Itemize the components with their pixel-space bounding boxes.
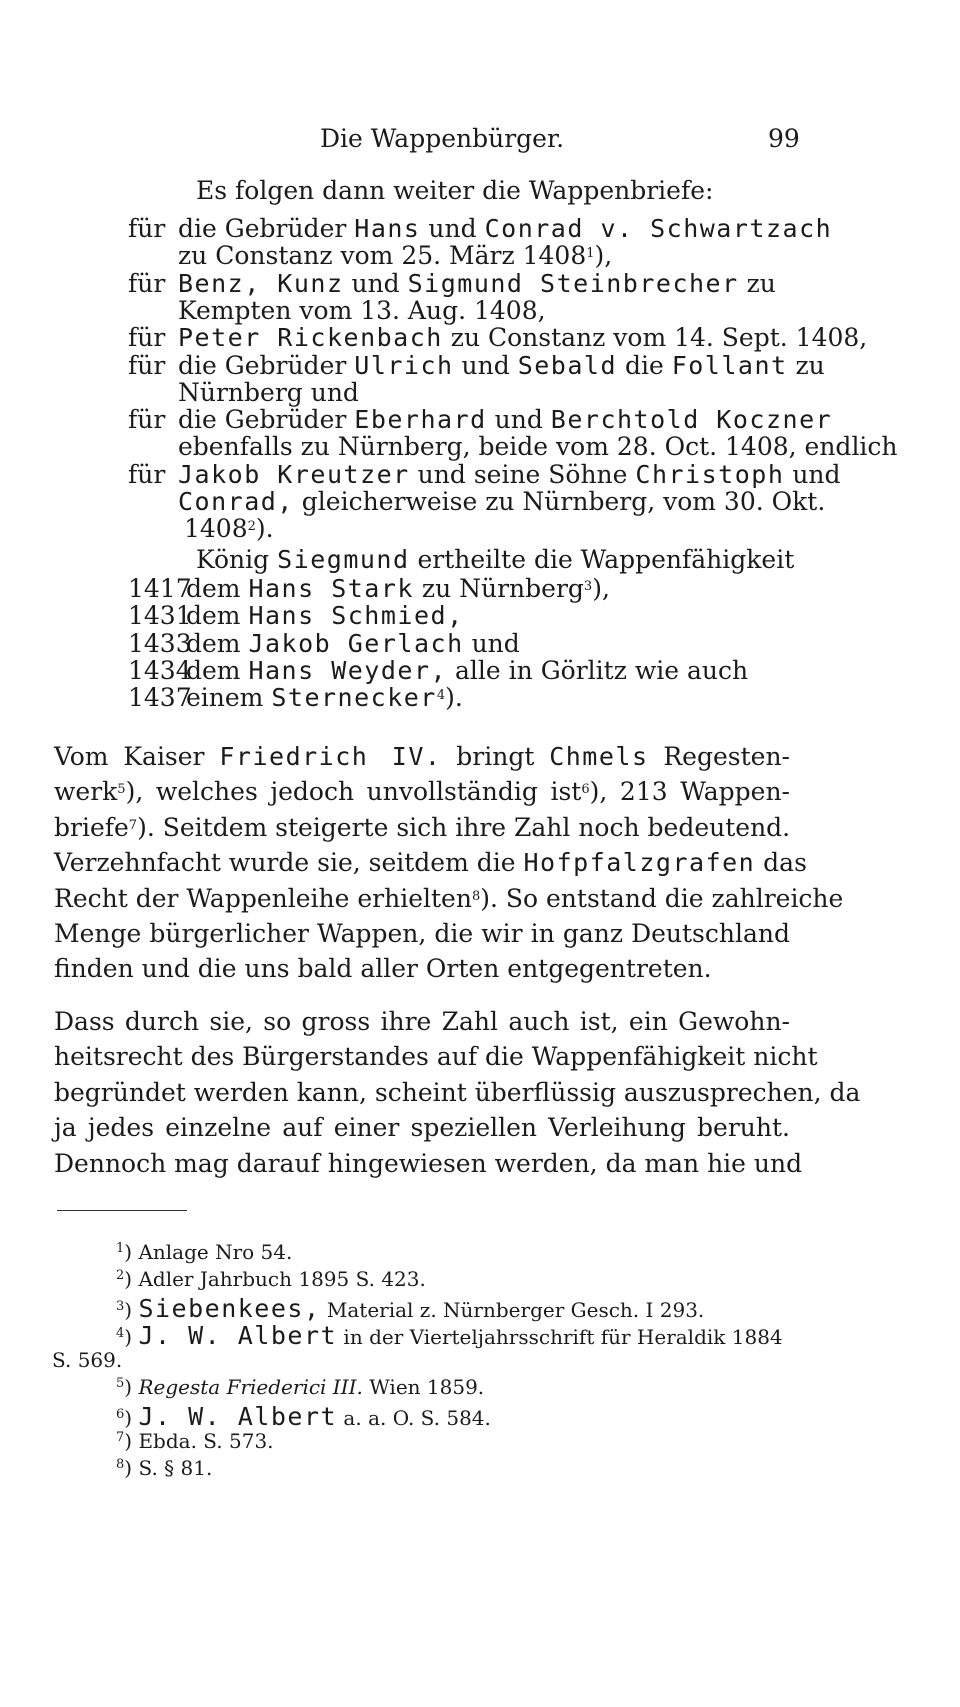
spaced-name: Follant	[671, 350, 788, 380]
spaced-name: Hans Schmied,	[248, 601, 464, 631]
year-text: ).	[445, 683, 463, 713]
footnote-number: 3	[116, 1299, 125, 1314]
list-entry	[184, 514, 274, 543]
list-intro: Es folgen dann weiter die Wappenbriefe:	[196, 176, 714, 205]
footnote-ref: 8	[471, 888, 481, 904]
footnote-title: Regesta Friederici III.	[138, 1375, 363, 1399]
list-text: ).	[255, 514, 274, 544]
year-entry	[186, 601, 464, 630]
footnote	[116, 1294, 704, 1323]
list-text: die Gebrüder	[178, 350, 355, 380]
spaced-name: Ulrich	[354, 350, 454, 380]
list-prefix: für	[128, 323, 166, 353]
spaced-name: Sigmund Steinbrecher	[407, 268, 739, 298]
list-text: gleicherweise zu Nürnberg, vom 30. Okt.	[293, 487, 826, 516]
list-text: zu Constanz vom 25. März 1408	[178, 241, 587, 271]
list-entry	[178, 487, 825, 516]
footnote-number: 7	[116, 1430, 125, 1445]
year-text: und	[463, 628, 520, 658]
text-line	[54, 845, 807, 880]
text-line: Dass durch sie, so gross ihre Zahl auch ist, ein Gewohn-	[54, 1007, 790, 1036]
footnote-rule	[57, 1210, 187, 1211]
year-text: dem	[186, 601, 249, 631]
footnote-paren: )	[124, 1429, 139, 1453]
footnote-text: Ebda. S. 573.	[138, 1429, 274, 1453]
spaced-name: Eberhard	[354, 405, 487, 435]
text-run: werk	[54, 777, 118, 807]
list-entry	[178, 269, 776, 298]
year-text: dem	[186, 655, 249, 685]
text-run: ). So entstand die zahlreiche	[480, 883, 844, 913]
sigmund-line	[196, 545, 794, 574]
text-run: Regesten-	[648, 742, 790, 771]
footnote-text: Wien 1859.	[362, 1375, 485, 1399]
year-text: dem	[186, 628, 249, 658]
year-text: alle in Görlitz wie auch	[447, 655, 749, 685]
list-text: die Gebrüder	[178, 405, 355, 435]
list-text: 1408	[184, 514, 248, 544]
footnote-paren: )	[124, 1298, 139, 1322]
footnote-author: Siebenkees,	[138, 1294, 321, 1323]
spaced-name: Jakob Gerlach	[248, 628, 464, 658]
footnote	[116, 1429, 274, 1453]
spaced-name: Berchtold Koczner	[550, 405, 833, 435]
year-entry	[186, 683, 463, 712]
spaced-name: Christoph	[635, 459, 785, 489]
footnote-number: 1	[116, 1241, 125, 1256]
year-entry	[186, 574, 610, 603]
text-run: bringt	[441, 742, 550, 771]
footnote-ref: 3	[583, 579, 593, 594]
footnote-paren: )	[124, 1406, 139, 1430]
list-text: und	[453, 350, 518, 380]
footnote-number: 5	[116, 1376, 125, 1391]
text-line	[54, 916, 790, 951]
spaced-name: Chmels	[549, 742, 649, 771]
list-entry	[178, 351, 825, 380]
text-run: ), 213 Wappen-	[589, 777, 791, 807]
year-text: einem	[186, 683, 272, 713]
list-entry	[178, 323, 867, 352]
text-run: Verzehnfacht wurde sie, seitdem die	[54, 848, 524, 878]
footnote-ref: 6	[581, 782, 590, 798]
list-text: und seine Söhne	[409, 459, 636, 489]
year-label: 1437	[128, 683, 192, 713]
footnote-ref: 7	[128, 817, 138, 833]
text-run: Vom Kaiser	[54, 742, 220, 771]
list-prefix: für	[128, 405, 166, 435]
footnote-text: Adler Jahrbuch 1895 S. 423.	[138, 1267, 426, 1291]
footnote-paren: )	[124, 1375, 139, 1399]
list-text: ),	[594, 241, 613, 271]
year-label: 1431	[128, 601, 192, 631]
footnote-text: in der Vierteljahrsschrift für Heraldik 1884	[337, 1325, 783, 1349]
list-entry	[178, 432, 898, 461]
spaced-name: Conrad,	[178, 487, 294, 516]
spaced-name: Hans Stark	[248, 574, 414, 603]
list-prefix: für	[128, 459, 166, 489]
text-line	[54, 774, 790, 809]
year-label: 1434	[128, 655, 192, 685]
footnote	[116, 1375, 484, 1399]
page-number: 99	[768, 124, 800, 153]
footnote-ref: 5	[117, 782, 126, 798]
footnote-ref: 2	[247, 519, 256, 535]
footnote	[116, 1402, 491, 1431]
footnote-text: Material z. Nürnberger Gesch. I 293.	[320, 1298, 705, 1322]
footnote	[116, 1321, 783, 1350]
running-header-title: Die Wappenbürger.	[320, 124, 565, 153]
spaced-name: Hans	[354, 214, 421, 243]
year-text: zu Nürnberg	[413, 574, 584, 603]
text-run: briefe	[54, 812, 129, 842]
text-line: begründet werden kann, scheint überflüssig auszusprechen, da	[54, 1077, 861, 1107]
list-entry	[178, 241, 612, 270]
list-text: zu	[738, 268, 776, 298]
list-prefix: für	[128, 214, 166, 243]
year-label: 1417	[128, 574, 192, 603]
year-entry	[186, 656, 748, 685]
spaced-name: Jakob Kreutzer	[178, 459, 410, 489]
footnote-paren: )	[124, 1325, 139, 1349]
spaced-name: Friedrich IV.	[219, 742, 442, 771]
list-entry	[178, 378, 359, 407]
text-run: ), welches jedoch unvollständig ist	[125, 777, 582, 807]
footnote-number: 8	[116, 1457, 125, 1472]
list-prefix: für	[128, 268, 166, 298]
paragraph-2	[54, 1004, 861, 1181]
sigmund-intro: König	[196, 545, 278, 574]
year-text: ),	[592, 574, 610, 603]
text-line: Dennoch mag darauf hingewiesen werden, da man hie und	[54, 1148, 803, 1178]
text-run: Menge bürgerlicher Wappen, die wir in ganz Deutschland	[54, 918, 790, 948]
spaced-name: Conrad v. Schwartzach	[484, 214, 833, 243]
footnote-paren: )	[124, 1267, 139, 1291]
text-run: ). Seitdem steigerte sich ihre Zahl noch bedeutend.	[137, 812, 791, 842]
sigmund-name: Siegmund	[277, 545, 410, 574]
list-text: und	[784, 459, 841, 489]
list-text: und	[420, 214, 485, 243]
footnote	[116, 1267, 426, 1291]
list-text: die	[617, 350, 672, 380]
list-entry	[178, 460, 841, 489]
text-line: heitsrecht des Bürgerstandes auf die Wappenfähigkeit nicht	[54, 1042, 818, 1072]
year-text: dem	[186, 574, 249, 603]
spaced-name: Hofpfalzgrafen	[523, 848, 756, 878]
footnote-number: 4	[116, 1326, 125, 1341]
paragraph-1	[54, 739, 844, 987]
footnote-number: 6	[116, 1407, 125, 1422]
footnote	[116, 1240, 292, 1264]
list-text: Kempten vom 13. Aug. 1408,	[178, 295, 546, 325]
footnote-ref: 4	[436, 688, 446, 704]
list-text: und	[343, 268, 408, 298]
footnote-number: 2	[116, 1268, 125, 1283]
text-line	[54, 810, 790, 845]
footnote-paren: )	[124, 1240, 139, 1264]
text-run: das	[755, 848, 807, 878]
spaced-name: Peter Rickenbach	[178, 323, 443, 353]
footnote-ref: 1	[586, 246, 595, 262]
footnote-author: J. W. Albert	[138, 1402, 338, 1431]
list-text: Nürnberg und	[178, 377, 359, 407]
text-line	[54, 951, 790, 986]
list-text: und	[486, 405, 551, 435]
list-text: die Gebrüder	[178, 214, 355, 243]
footnote-text: Anlage Nro 54.	[138, 1240, 293, 1264]
list-entry	[178, 214, 832, 243]
sigmund-rest: ertheilte die Wappenfähigkeit	[409, 545, 795, 574]
list-entry	[178, 405, 832, 434]
footnote-text: a. a. O. S. 584.	[337, 1406, 491, 1430]
spaced-name: Sternecker	[271, 683, 437, 713]
footnote-author: J. W. Albert	[138, 1321, 338, 1350]
spaced-name: Hans Weyder,	[248, 655, 448, 685]
spaced-name: Benz, Kunz	[178, 268, 344, 298]
text-line	[54, 739, 790, 774]
list-prefix: für	[128, 350, 166, 380]
year-entry	[186, 629, 520, 658]
list-text: zu	[787, 350, 825, 380]
footnote	[116, 1456, 212, 1480]
year-label: 1433	[128, 628, 192, 658]
spaced-name: Sebald	[517, 350, 617, 380]
list-text: zu Constanz vom 14. Sept. 1408,	[442, 323, 868, 353]
list-text: ebenfalls zu Nürnberg, beide vom 28. Oct. 1408, endlich	[178, 432, 898, 462]
text-run: finden und die uns bald aller Orten entgegentreten.	[54, 954, 712, 984]
text-run: Recht der Wappenleihe erhielten	[54, 883, 472, 913]
footnote-paren: )	[124, 1456, 139, 1480]
text-line	[54, 881, 844, 916]
list-entry	[178, 296, 546, 325]
footnote-continuation: S. 569.	[52, 1348, 123, 1372]
text-line: ja jedes einzelne auf einer speziellen Verleihung beruht.	[54, 1113, 790, 1143]
footnote-text: S. § 81.	[138, 1456, 213, 1480]
